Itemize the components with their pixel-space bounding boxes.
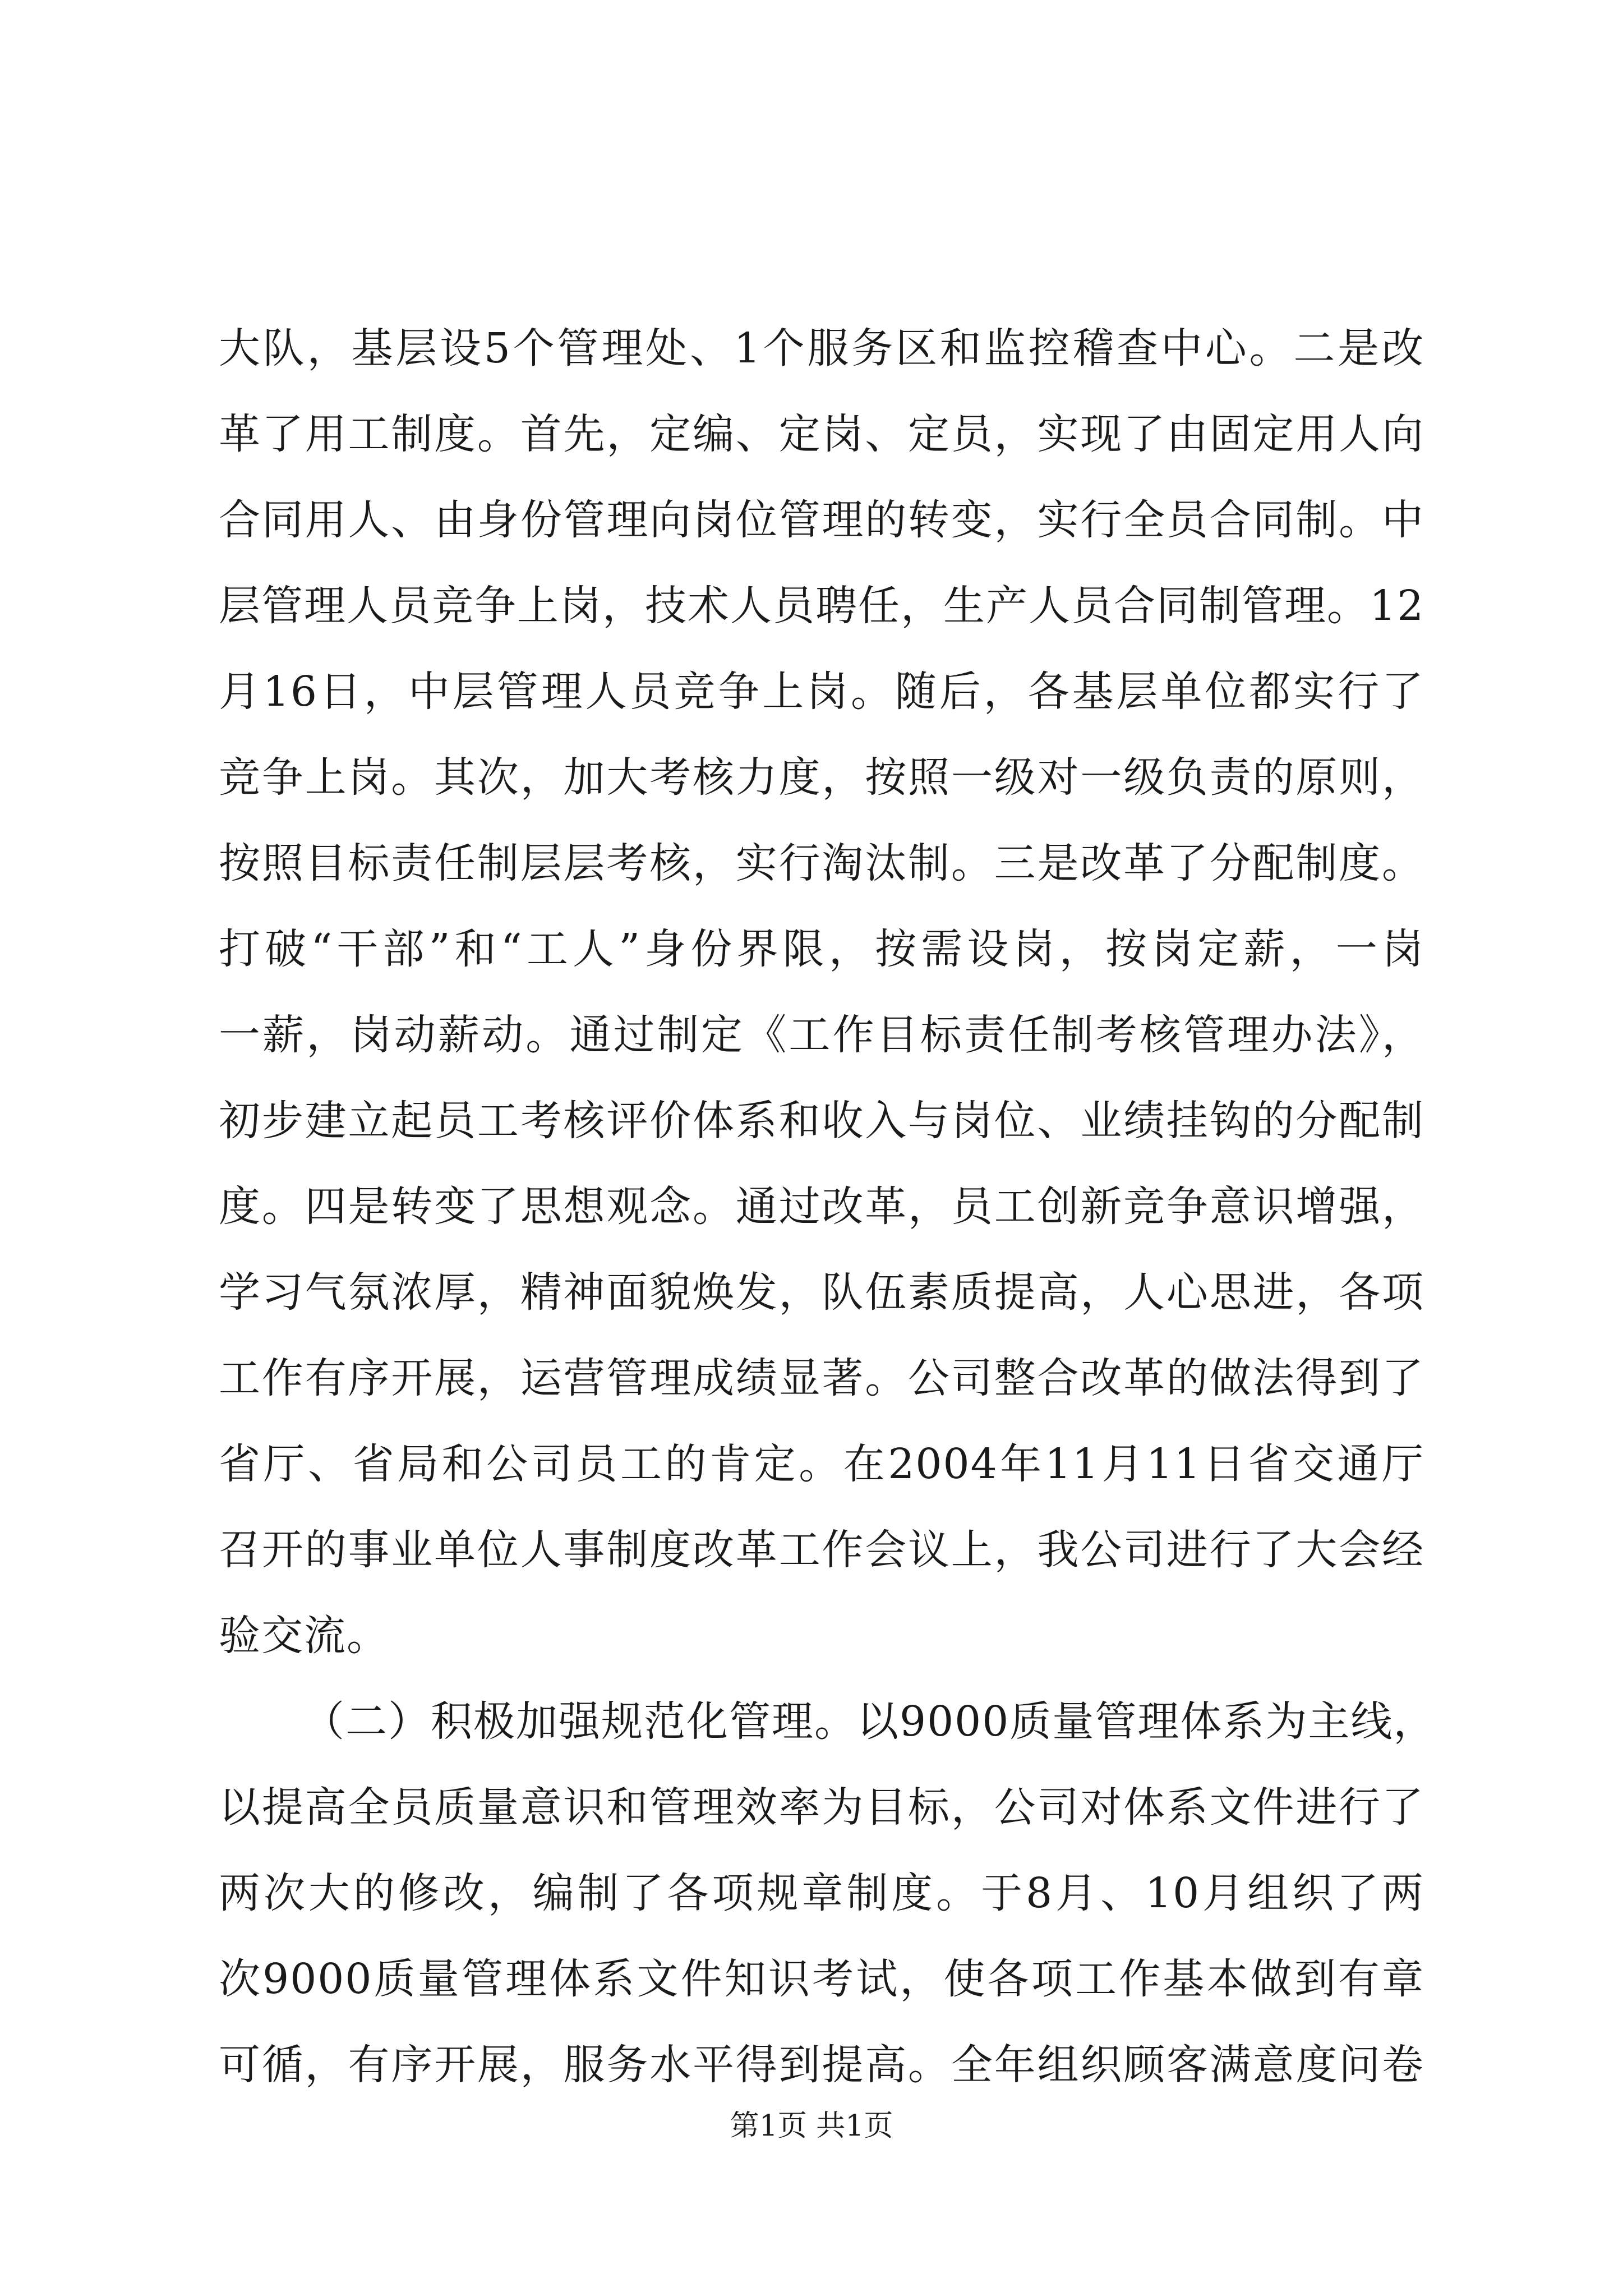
text-line: 验交流。 — [219, 1612, 389, 1660]
text-line: 学习气氛浓厚，精神面貌焕发，队伍素质提高，人心思进，各项 — [219, 1268, 1424, 1317]
text-line: 召开的事业单位人事制度改革工作会议上，我公司进行了大会经 — [219, 1526, 1424, 1574]
text-line: 大队，基层设5个管理处、1个服务区和监控稽查中心。二是改 — [219, 324, 1424, 372]
body-text — [219, 306, 1436, 2108]
paragraph-heading-line: （二）积极加强规范化管理。以9000质量管理体系为主线， — [303, 1697, 1436, 1746]
text-line: 两次大的修改，编制了各项规章制度。于8月、10月组织了两 — [219, 1869, 1424, 1917]
page-footer: 第1页 共1页 — [730, 2109, 893, 2143]
text-line: 合同用人、由身份管理向岗位管理的转变，实行全员合同制。中 — [219, 496, 1424, 544]
text-line: 初步建立起员工考核评价体系和收入与岗位、业绩挂钩的分配制 — [219, 1097, 1424, 1145]
text-line: 竞争上岗。其次，加大考核力度，按照一级对一级负责的原则， — [219, 753, 1424, 802]
text-line: 革了用工制度。首先，定编、定岗、定员，实现了由固定用人向 — [219, 410, 1424, 458]
text-line: 度。四是转变了思想观念。通过改革，员工创新竞争意识增强， — [219, 1182, 1424, 1231]
text-line: 以提高全员质量意识和管理效率为目标，公司对体系文件进行了 — [219, 1783, 1424, 1832]
text-line: 一薪，岗动薪动。通过制定《工作目标责任制考核管理办法》， — [219, 1011, 1424, 1059]
text-line: 月16日，中层管理人员竞争上岗。随后，各基层单位都实行了 — [219, 668, 1424, 716]
text-line: 省厅、省局和公司员工的肯定。在2004年11月11日省交通厅 — [219, 1440, 1424, 1488]
text-line: 可循，有序开展，服务水平得到提高。全年组织顾客满意度问卷 — [219, 2041, 1424, 2089]
text-line: 按照目标责任制层层考核，实行淘汰制。三是改革了分配制度。 — [219, 839, 1424, 887]
text-line: 次9000质量管理体系文件知识考试，使各项工作基本做到有章 — [219, 1955, 1424, 2003]
text-line: 层管理人员竞争上岗，技术人员聘任，生产人员合同制管理。12 — [219, 582, 1425, 630]
text-line: 打破“干部”和“工人”身份界限，按需设岗，按岗定薪，一岗 — [219, 925, 1424, 973]
text-line: 工作有序开展，运营管理成绩显著。公司整合改革的做法得到了 — [219, 1354, 1424, 1402]
